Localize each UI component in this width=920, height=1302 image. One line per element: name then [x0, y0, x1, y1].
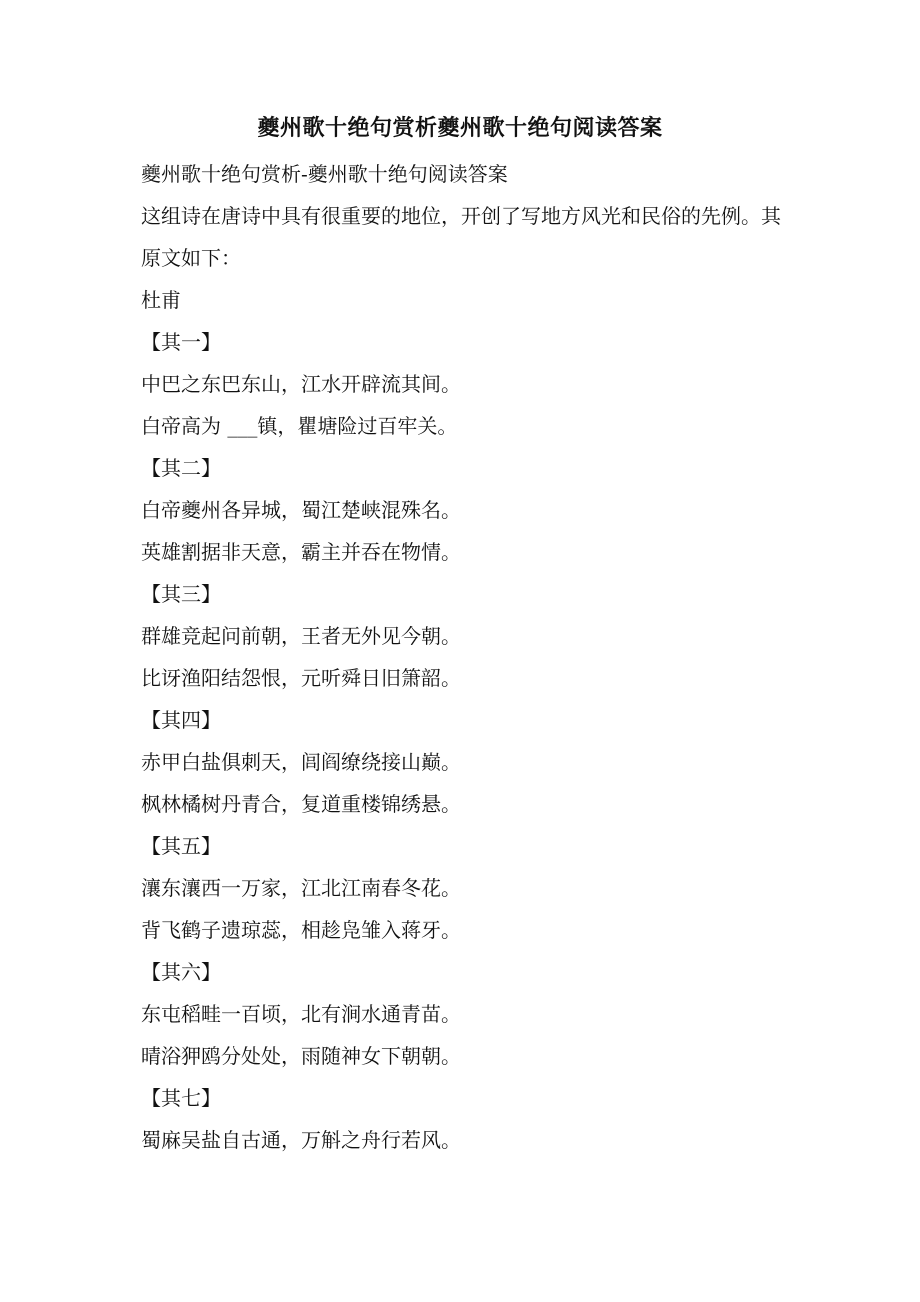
- poem-6-line-2: 晴浴狎鸥分处处，雨随神女下朝朝。: [141, 1044, 461, 1068]
- poem-heading-7: 【其七】: [141, 1086, 221, 1110]
- poem-1-line-2: 白帝高为 ___镇，瞿塘险过百牢关。: [141, 414, 458, 438]
- poem-5-line-1: 瀼东瀼西一万家，江北江南春冬花。: [141, 876, 461, 900]
- poem-2-line-2: 英雄割据非天意，霸主并吞在物情。: [141, 540, 461, 564]
- poem-4-line-1: 赤甲白盐俱刺天，闾阎缭绕接山巅。: [141, 750, 461, 774]
- poem-6-line-1: 东屯稻畦一百顷，北有涧水通青苗。: [141, 1002, 461, 1026]
- poem-2-line-1: 白帝夔州各异城，蜀江楚峡混殊名。: [141, 498, 461, 522]
- poem-heading-2: 【其二】: [141, 456, 221, 480]
- poem-7-line-1: 蜀麻吴盐自古通，万斛之舟行若风。: [141, 1128, 461, 1152]
- document-body: [141, 153, 781, 1161]
- intro-paragraph: 这组诗在唐诗中具有很重要的地位，开创了写地方风光和民俗的先例。其原文如下：: [141, 204, 781, 270]
- poem-heading-1: 【其一】: [141, 330, 221, 354]
- subtitle: 夔州歌十绝句赏析-夔州歌十绝句阅读答案: [141, 162, 508, 186]
- poem-heading-6: 【其六】: [141, 960, 221, 984]
- poem-3-line-2: 比讶渔阳结怨恨，元听舜日旧箫韶。: [141, 666, 461, 690]
- poem-5-line-2: 背飞鹤子遗琼蕊，相趁凫雏入蒋牙。: [141, 918, 461, 942]
- poem-1-line-1: 中巴之东巴东山，江水开辟流其间。: [141, 372, 461, 396]
- document-title: 夔州歌十绝句赏析夔州歌十绝句阅读答案: [257, 115, 663, 141]
- poem-heading-5: 【其五】: [141, 834, 221, 858]
- poem-3-line-1: 群雄竞起问前朝，王者无外见今朝。: [141, 624, 461, 648]
- poem-heading-3: 【其三】: [141, 582, 221, 606]
- poem-4-line-2: 枫林橘树丹青合，复道重楼锦绣悬。: [141, 792, 461, 816]
- poem-heading-4: 【其四】: [141, 708, 221, 732]
- author: 杜甫: [141, 288, 181, 312]
